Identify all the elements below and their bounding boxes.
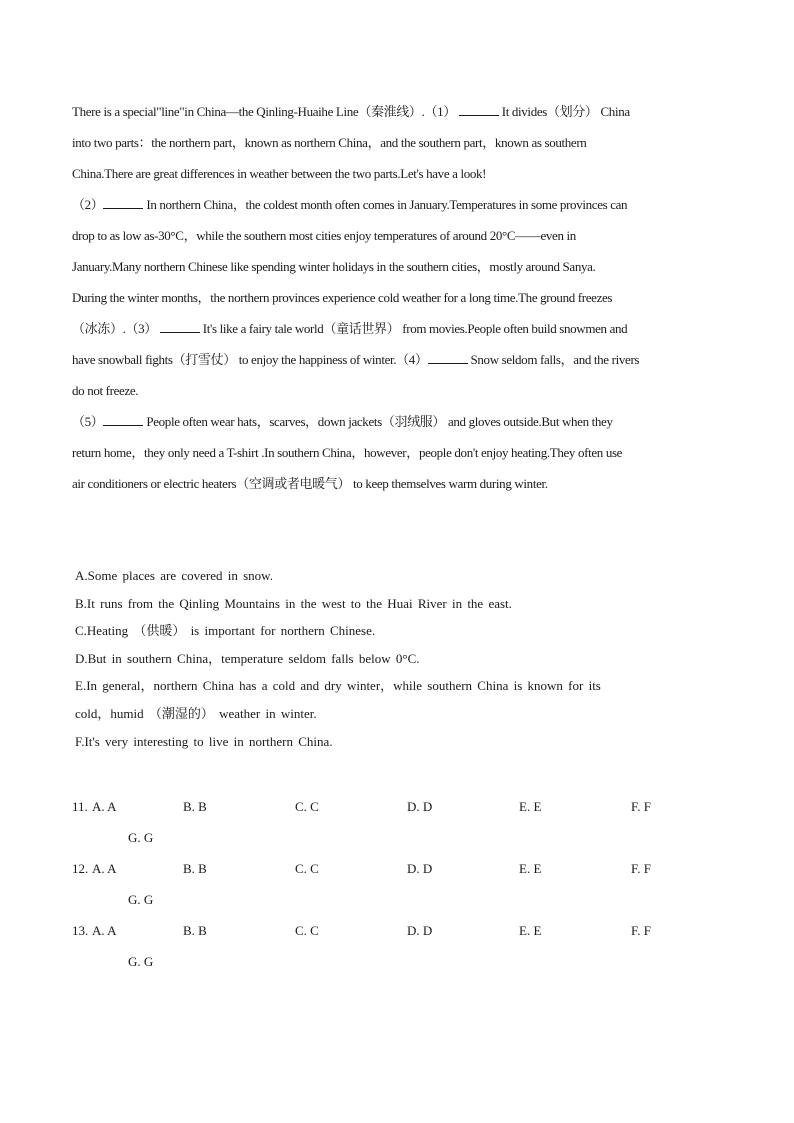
choice-a[interactable]: A. A [92,923,117,938]
passage-text: （冰冻）.（3） [72,321,157,336]
passage-text: It divides（划分） China [498,104,630,119]
passage-line [72,192,722,223]
passage-line: drop to as low as-30°C，while the southern most cities enjoy temperatures of around 20°C——even in [72,228,576,243]
reading-passage [72,99,722,502]
choice-c[interactable]: C. C [295,861,319,876]
passage-line: air conditioners or electric heaters（空调或者电暖气） to keep themselves warm during winter. [72,476,548,491]
choice-f[interactable]: F. F [631,799,651,814]
passage-line [72,99,722,130]
option-a: A.Some places are covered in snow. [75,568,273,583]
passage-line: return home，they only need a T-shirt .In southern China，however，people don't enjoy heating.They often use [72,445,623,460]
question-row [72,949,732,980]
choice-e[interactable]: E. E [519,861,542,876]
passage-text: Snow seldom falls，and the rivers [467,352,640,367]
passage-line: January.Many northern Chinese like spending winter holidays in the southern cities，mostly around Sanya. [72,259,596,274]
choice-c[interactable]: C. C [295,923,319,938]
answer-blank-5[interactable] [103,412,143,426]
answer-blank-4[interactable] [428,350,468,364]
question-row [72,794,732,825]
question-11 [72,794,732,856]
passage-text: It's like a fairy tale world（童话世界） from movies.People often build snowmen and [199,321,628,336]
question-12 [72,856,732,918]
choice-g[interactable]: G. G [128,830,154,845]
option-e-continued: cold，humid （潮湿的） weather in winter. [75,705,317,721]
answer-blank-2[interactable] [103,195,143,209]
passage-text: There is a special"line"in China—the Qinling-Huaihe Line（秦淮线）.（1） [72,104,456,119]
question-number: 13. [72,923,89,938]
question-row [72,918,732,949]
choice-d[interactable]: D. D [407,799,433,814]
choice-b[interactable]: B. B [183,861,207,876]
passage-line: into two parts：the northern part，known as northern China，and the southern part，known as southern [72,135,587,150]
choice-g[interactable]: G. G [128,954,154,969]
choice-e[interactable]: E. E [519,799,542,814]
option-c: C.Heating （供暖） is important for northern Chinese. [75,623,376,639]
passage-line: do not freeze. [72,383,139,398]
choice-d[interactable]: D. D [407,923,433,938]
passage-text: have snowball fights（打雪仗） to enjoy the happiness of winter.（4） [72,352,428,367]
passage-text: In northern China，the coldest month often comes in January.Temperatures in some provinces can [143,197,628,212]
question-row [72,825,732,856]
question-row [72,856,732,887]
choice-b[interactable]: B. B [183,923,207,938]
question-row [72,887,732,918]
passage-line [72,347,722,378]
choice-a[interactable]: A. A [92,861,117,876]
answer-blank-1[interactable] [459,102,499,116]
passage-text: （5） [72,414,104,429]
passage-line [72,316,722,347]
option-f: F.It's very interesting to live in northern China. [75,733,333,749]
option-e: E.In general，northern China has a cold and dry winter，while southern China is known for its [75,678,601,694]
choice-g[interactable]: G. G [128,892,154,907]
choice-c[interactable]: C. C [295,799,319,814]
option-d: D.But in southern China，temperature seldom falls below 0°C. [75,650,420,666]
choice-a[interactable]: A. A [92,799,117,814]
passage-text: People often wear hats，scarves，down jackets（羽绒服） and gloves outside.But when they [143,414,613,429]
option-b: B.It runs from the Qinling Mountains in the west to the Huai River in the east. [75,595,512,611]
passage-line: During the winter months，the northern provinces experience cold weather for a long time.The ground freezes [72,290,613,305]
choice-b[interactable]: B. B [183,799,207,814]
option-list [75,564,715,757]
choice-f[interactable]: F. F [631,923,651,938]
choice-e[interactable]: E. E [519,923,542,938]
passage-text: （2） [72,197,104,212]
passage-line: China.There are great differences in weather between the two parts.Let's have a look! [72,166,487,181]
question-13 [72,918,732,980]
question-number: 12. [72,861,89,876]
answer-blank-3[interactable] [160,319,200,333]
question-number: 11. [72,799,88,814]
choice-d[interactable]: D. D [407,861,433,876]
passage-line [72,409,722,440]
choice-f[interactable]: F. F [631,861,651,876]
